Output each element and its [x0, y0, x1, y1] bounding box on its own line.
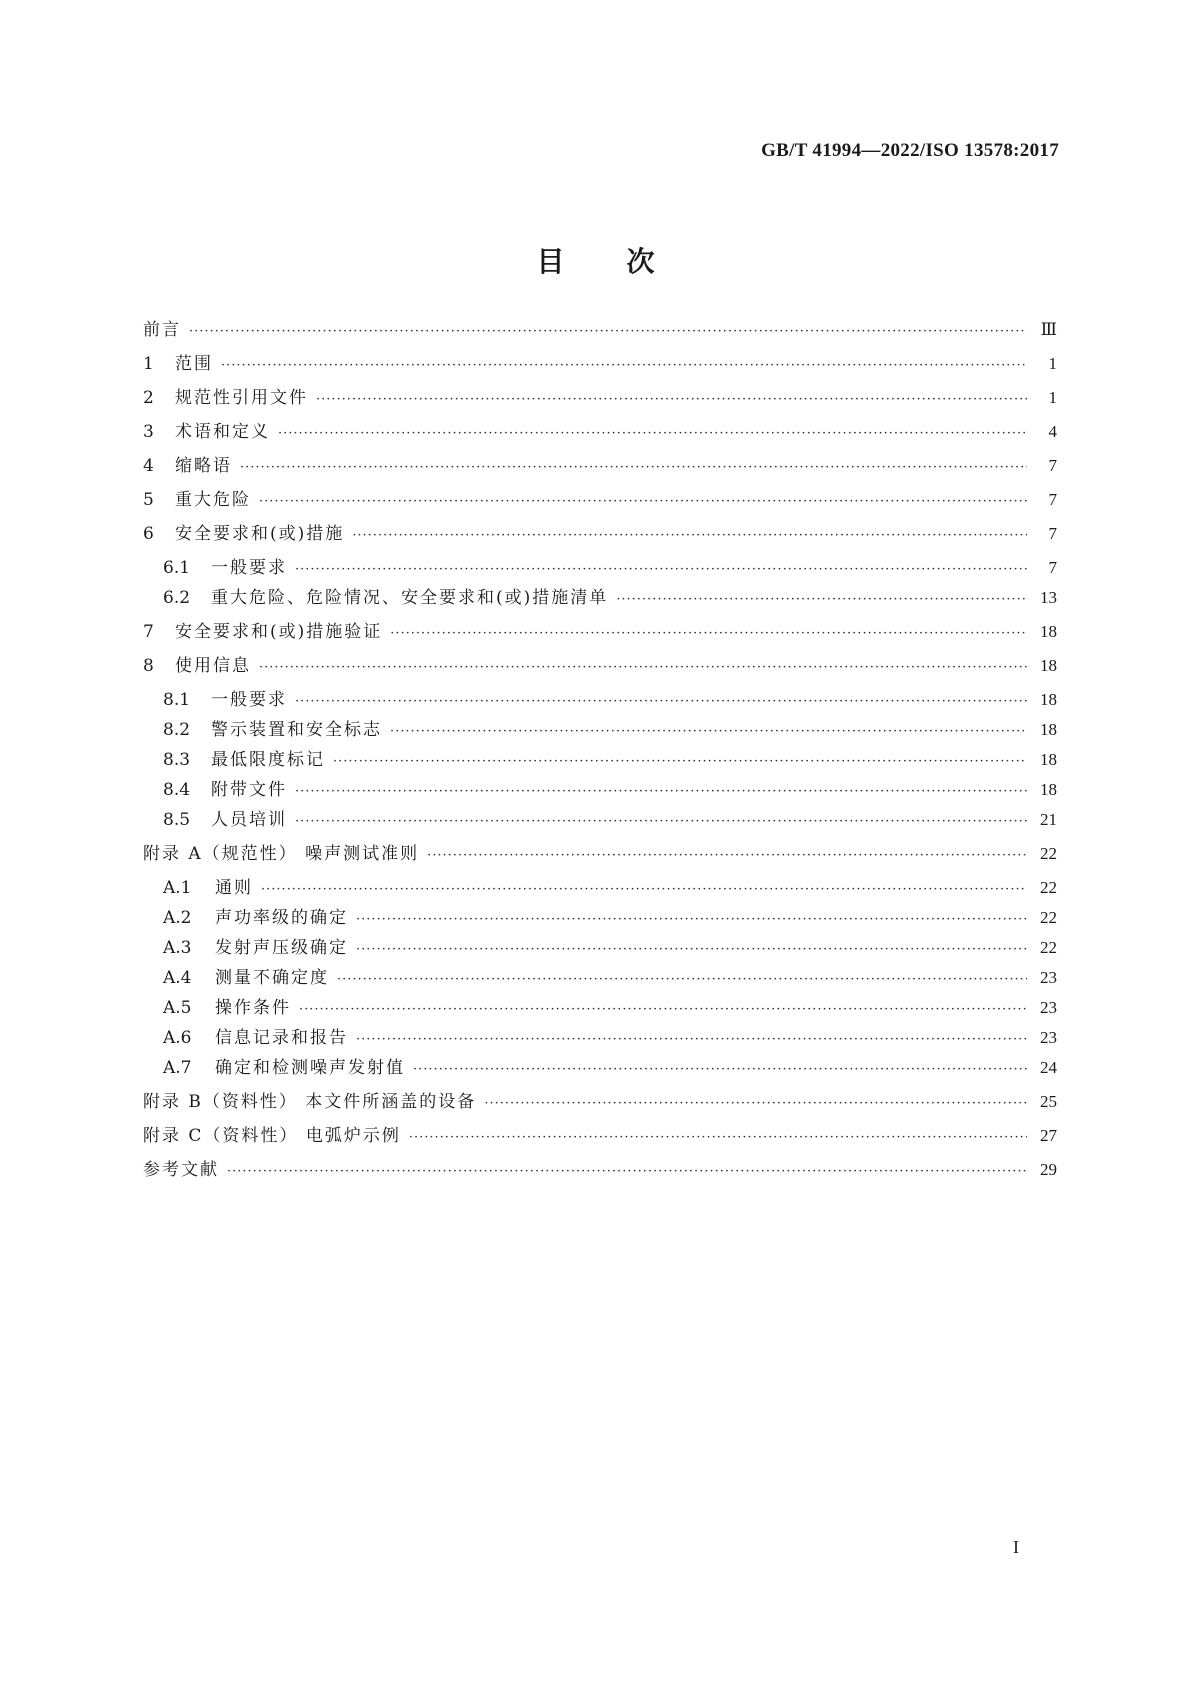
leader-dots — [484, 1092, 1027, 1116]
toc-entry-number: 4 — [143, 456, 154, 476]
toc-entry-number: A.4 — [163, 968, 192, 988]
toc-entry-number: A.6 — [163, 1028, 192, 1048]
toc-entry-label: 缩略语 — [175, 456, 232, 476]
toc-entry-page: 23 — [1040, 968, 1057, 987]
toc-entry-page: 27 — [1040, 1126, 1057, 1145]
toc-entry[interactable] — [143, 1090, 1057, 1114]
toc-entry-label: 发射声压级确定 — [215, 938, 348, 958]
toc-entry-page: 7 — [1048, 558, 1057, 577]
toc-entry-label: 操作条件 — [215, 998, 291, 1018]
page-title — [0, 240, 1191, 280]
toc-entry-page: 22 — [1040, 908, 1057, 927]
toc-entry-label: 一般要求 — [211, 558, 287, 578]
toc-entry-label: 附录 A（规范性） 噪声测试准则 — [143, 844, 420, 864]
toc-entry-number: 8 — [143, 656, 154, 676]
leader-dots — [390, 622, 1027, 646]
toc-entry-label: 使用信息 — [175, 656, 251, 676]
toc-entry-number: 6 — [143, 524, 154, 544]
toc-entry-page: 21 — [1040, 810, 1057, 829]
leader-dots — [333, 750, 1027, 774]
toc-entry[interactable] — [143, 876, 1057, 900]
toc-entry[interactable] — [143, 842, 1057, 866]
leader-dots — [356, 1028, 1027, 1052]
toc-entry[interactable] — [143, 748, 1057, 772]
toc-entry-page: 4 — [1048, 422, 1057, 441]
toc-entry-label: 参考文献 — [143, 1160, 219, 1180]
toc-entry-label: 附带文件 — [211, 780, 287, 800]
toc-entry-number: A.2 — [163, 908, 192, 928]
toc-entry-label: 警示装置和安全标志 — [211, 720, 382, 740]
toc-entry-number: 6.2 — [163, 588, 191, 608]
toc-entry-page: 18 — [1040, 690, 1057, 709]
toc-entry-page: 29 — [1040, 1160, 1057, 1179]
leader-dots — [356, 938, 1027, 962]
page-number: I — [1013, 1537, 1019, 1557]
toc-entry[interactable] — [143, 1056, 1057, 1080]
toc-entry[interactable] — [143, 386, 1057, 410]
leader-dots — [337, 968, 1027, 992]
toc-entry-number: 8.5 — [163, 810, 191, 830]
toc-entry[interactable] — [143, 808, 1057, 832]
toc-entry-label: 测量不确定度 — [215, 968, 329, 988]
toc-entry-number: 8.1 — [163, 690, 191, 710]
toc-entry-number: 6.1 — [163, 558, 191, 578]
toc-entry-label: 安全要求和(或)措施 — [175, 524, 345, 544]
toc-entry-page: 7 — [1048, 524, 1057, 543]
toc-entry-page: Ⅲ — [1040, 320, 1057, 339]
leader-dots — [390, 720, 1027, 744]
toc-entry-number: A.7 — [163, 1058, 192, 1078]
toc-entry-label: 附录 B（资料性） 本文件所涵盖的设备 — [143, 1092, 477, 1112]
toc-entry[interactable] — [143, 778, 1057, 802]
leader-dots — [295, 558, 1027, 582]
leader-dots — [295, 690, 1027, 714]
toc-entry-number: 7 — [143, 622, 154, 642]
toc-entry[interactable] — [143, 1026, 1057, 1050]
toc-entry[interactable] — [143, 654, 1057, 678]
toc-entry-page: 18 — [1040, 780, 1057, 799]
toc-entry-label: 规范性引用文件 — [175, 388, 308, 408]
toc-entry-page: 7 — [1048, 490, 1057, 509]
toc-entry-label: 范围 — [175, 354, 213, 374]
toc-entry-page: 18 — [1040, 750, 1057, 769]
toc-entry[interactable] — [143, 522, 1057, 546]
leader-dots — [189, 320, 1027, 344]
toc-entry-page: 1 — [1048, 354, 1057, 373]
leader-dots — [278, 422, 1027, 446]
title-char-1: 目 — [536, 245, 565, 278]
toc-entry[interactable] — [143, 966, 1057, 990]
toc-entry-page: 13 — [1040, 588, 1057, 607]
leader-dots — [261, 878, 1027, 902]
leader-dots — [259, 656, 1027, 680]
toc-entry[interactable] — [143, 996, 1057, 1020]
toc-entry[interactable] — [143, 488, 1057, 512]
toc-entry-page: 22 — [1040, 878, 1057, 897]
toc-entry-label: 安全要求和(或)措施验证 — [175, 622, 383, 642]
leader-dots — [259, 490, 1027, 514]
leader-dots — [240, 456, 1027, 480]
toc-entry-number: 1 — [143, 354, 154, 374]
toc-entry-page: 23 — [1040, 1028, 1057, 1047]
toc-entry-number: A.3 — [163, 938, 192, 958]
toc-entry-number: 8.4 — [163, 780, 191, 800]
toc-entry[interactable] — [143, 352, 1057, 376]
leader-dots — [356, 908, 1027, 932]
toc-entry-page: 18 — [1040, 656, 1057, 675]
toc-entry-label: 人员培训 — [211, 810, 287, 830]
toc-entry-number: 8.3 — [163, 750, 191, 770]
toc-entry-label: 通则 — [215, 878, 253, 898]
toc-entry[interactable] — [143, 906, 1057, 930]
toc-entry-number: 5 — [143, 490, 154, 510]
toc-entry-number: 3 — [143, 422, 154, 442]
toc-entry-page: 25 — [1040, 1092, 1057, 1111]
leader-dots — [227, 1160, 1027, 1184]
toc-entry-label: 重大危险 — [175, 490, 251, 510]
toc-entry[interactable] — [143, 1158, 1057, 1182]
toc-entry-label: 一般要求 — [211, 690, 287, 710]
leader-dots — [352, 524, 1027, 548]
toc-entry-page: 24 — [1040, 1058, 1057, 1077]
leader-dots — [316, 388, 1027, 412]
toc-entry[interactable] — [143, 1124, 1057, 1148]
leader-dots — [221, 354, 1027, 378]
leader-dots — [295, 810, 1027, 834]
toc-entry-label: 最低限度标记 — [211, 750, 325, 770]
toc-entry-page: 1 — [1048, 388, 1057, 407]
toc-entry-number: 8.2 — [163, 720, 191, 740]
leader-dots — [413, 1058, 1027, 1082]
standard-code: GB/T 41994—2022/ISO 13578:2017 — [761, 140, 1059, 161]
toc-entry[interactable] — [143, 420, 1057, 444]
toc-entry-label: 附录 C（资料性） 电弧炉示例 — [143, 1126, 401, 1146]
toc-entry-number: A.5 — [163, 998, 192, 1018]
toc-entry[interactable] — [143, 688, 1057, 712]
toc-entry-page: 7 — [1048, 456, 1057, 475]
leader-dots — [616, 588, 1027, 612]
toc-entry-number: 2 — [143, 388, 154, 408]
toc-entry[interactable] — [143, 318, 1057, 342]
leader-dots — [295, 780, 1027, 804]
toc-entry[interactable] — [143, 620, 1057, 644]
toc-entry-label: 术语和定义 — [175, 422, 270, 442]
toc-entry[interactable] — [143, 454, 1057, 478]
toc-entry-page: 22 — [1040, 844, 1057, 863]
leader-dots — [409, 1126, 1027, 1150]
toc-entry[interactable] — [143, 936, 1057, 960]
toc-entry-number: A.1 — [163, 878, 192, 898]
toc-entry-page: 18 — [1040, 622, 1057, 641]
title-char-2: 次 — [626, 245, 655, 278]
leader-dots — [299, 998, 1027, 1022]
toc-entry[interactable] — [143, 718, 1057, 742]
toc-entry-label: 重大危险、危险情况、安全要求和(或)措施清单 — [211, 588, 609, 608]
toc-entry-label: 确定和检测噪声发射值 — [215, 1058, 405, 1078]
toc-entry[interactable] — [143, 586, 1057, 610]
toc-entry-label: 前言 — [143, 320, 181, 340]
toc-entry-label: 信息记录和报告 — [215, 1028, 348, 1048]
leader-dots — [427, 844, 1027, 868]
toc-entry[interactable] — [143, 556, 1057, 580]
toc-entry-label: 声功率级的确定 — [215, 908, 348, 928]
toc-entry-page: 18 — [1040, 720, 1057, 739]
toc-entry-page: 22 — [1040, 938, 1057, 957]
toc-entry-page: 23 — [1040, 998, 1057, 1017]
